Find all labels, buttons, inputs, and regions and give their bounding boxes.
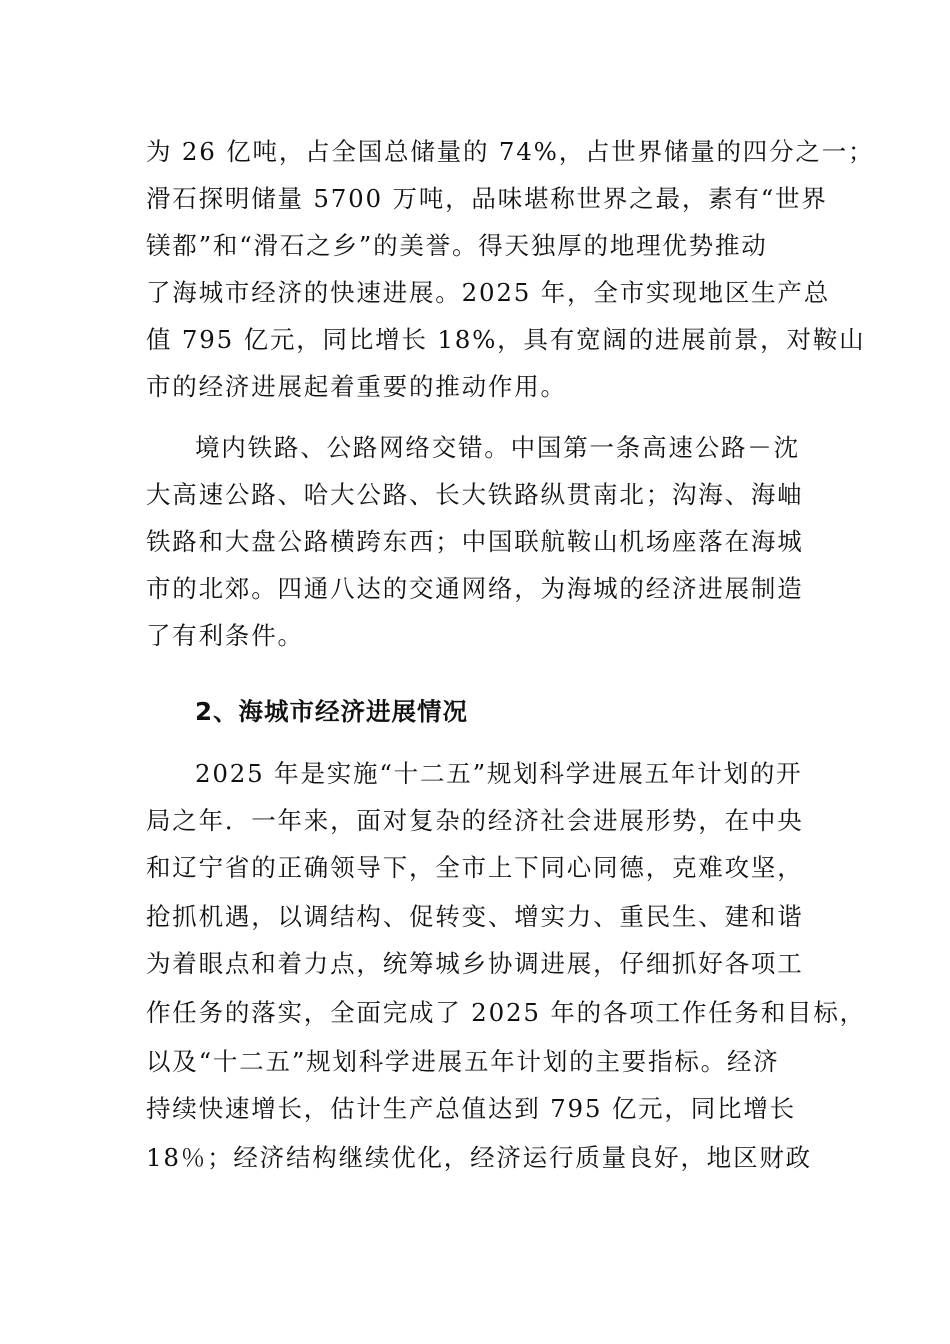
text-line: 持续快速增长，估计生产总值达到 795 亿元，同比增长: [146, 1094, 796, 1123]
text-line: 市的北郊。四通八达的交通网络，为海城的经济进展制造: [146, 574, 804, 603]
text-line: 市的经济进展起着重要的推动作用。: [146, 372, 567, 401]
text-line: 了海城市经济的快速进展。2025 年，全市实现地区生产总: [146, 278, 831, 307]
text-line: 为 26 亿吨，占全国总储量的 74%，占世界储量的四分之一；: [146, 137, 875, 166]
text-line: 大高速公路、哈大公路、长大铁路纵贯南北；沟海、海岫: [146, 480, 804, 509]
text-line: 镁都”和“滑石之乡”的美誉。得天独厚的地理优势推动: [146, 231, 768, 260]
text-line: 境内铁路、公路网络交错。中国第一条高速公路－沈: [195, 433, 800, 462]
section-heading: 2、海城市经济进展情况: [195, 697, 469, 726]
text-line: 以及“十二五”规划科学进展五年计划的主要指标。经济: [146, 1047, 780, 1076]
text-line: 2025 年是实施“十二五”规划科学进展五年计划的开: [195, 759, 803, 788]
text-line: 值 795 亿元，同比增长 18%，具有宽阔的进展前景，对鞍山: [146, 325, 866, 354]
text-line: 作任务的落实，全面完成了 2025 年的各项工作任务和目标，: [146, 998, 866, 1027]
text-line: 18％；经济结构继续优化，经济运行质量良好，地区财政: [146, 1143, 812, 1172]
text-line: 抢抓机遇，以调结构、促转变、增实力、重民生、建和谐: [146, 902, 804, 931]
text-line: 局之年．一年来，面对复杂的经济社会进展形势，在中央: [146, 806, 804, 835]
text-line: 为着眼点和着力点，统筹城乡协调进展，仔细抓好各项工: [146, 949, 804, 978]
text-line: 和辽宁省的正确领导下，全市上下同心同德，克难攻坚，: [146, 853, 804, 882]
text-line: 了有利条件。: [146, 621, 304, 650]
text-line: 滑石探明储量 5700 万吨，品味堪称世界之最，素有“世界: [146, 184, 828, 213]
text-line: 铁路和大盘公路横跨东西；中国联航鞍山机场座落在海城: [146, 527, 804, 556]
